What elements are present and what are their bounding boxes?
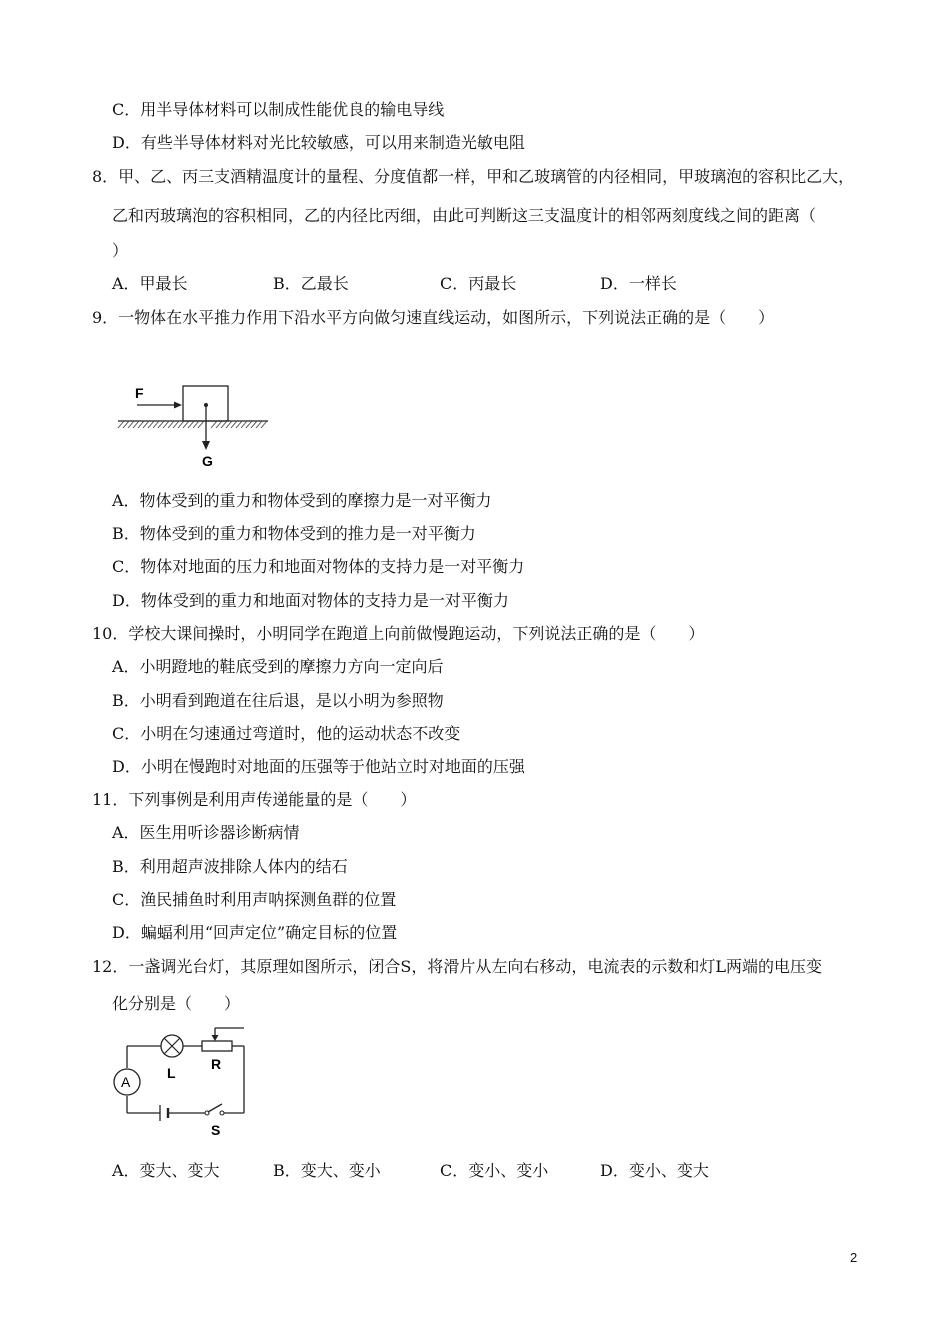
q10-option-c: C．小明在匀速通过弯道时，他的运动状态不改变	[112, 724, 461, 743]
q12-fig-label-r: R	[211, 1056, 222, 1072]
q12-switch-contact-right	[220, 1111, 224, 1115]
q8-option-d: D．一样长	[600, 274, 677, 293]
q12-stem-line2: 化分别是（ ）	[112, 994, 241, 1013]
q12-slider-arrowhead	[212, 1035, 219, 1041]
q9-fig-label-f: F	[135, 385, 144, 401]
page-number: 2	[850, 1250, 858, 1265]
q10-option-d: D．小明在慢跑时对地面的压强等于他站立时对地面的压强	[112, 757, 525, 776]
q10-option-a: A．小明蹬地的鞋底受到的摩擦力方向一定向后	[112, 657, 444, 676]
q8-stem-line3: ）	[112, 241, 129, 260]
q12-circuit-diagram	[108, 1024, 253, 1139]
q11-option-c: C．渔民捕鱼时利用声呐探测鱼群的位置	[112, 890, 397, 909]
q9-ground-hatching	[118, 421, 267, 428]
q11-option-d: D．蝙蝠利用“回声定位”确定目标的位置	[112, 923, 398, 942]
q8-stem-line2: 乙和丙玻璃泡的容积相同，乙的内径比丙细，由此可判断这三支温度计的相邻两刻度线之间的距离（	[112, 206, 817, 225]
q12-option-a: A．变大、变大	[112, 1161, 220, 1180]
q8-stem-line1: 8．甲、乙、丙三支酒精温度计的量程、分度值都一样，甲和乙玻璃管的内径相同，甲玻璃泡的容积比乙大，	[92, 167, 855, 186]
q7-option-d: D．有些半导体材料对光比较敏感，可以用来制造光敏电阻	[112, 133, 525, 152]
q11-option-b: B．利用超声波排除人体内的结石	[112, 857, 348, 876]
q10-stem: 10．学校大课间操时，小明同学在跑道上向前做慢跑运动，下列说法正确的是（ ）	[92, 624, 705, 643]
q9-option-d: D．物体受到的重力和地面对物体的支持力是一对平衡力	[112, 591, 509, 610]
q11-stem: 11．下列事例是利用声传递能量的是（ ）	[92, 790, 417, 809]
q12-option-b: B．变大、变小	[273, 1161, 381, 1180]
q9-push-arrowhead	[174, 402, 182, 409]
q12-option-c: C．变小、变小	[440, 1161, 549, 1180]
q8-option-b: B．乙最长	[273, 274, 349, 293]
q9-force-diagram	[110, 378, 280, 473]
q12-fig-label-a: A	[121, 1074, 131, 1090]
q12-rheostat-symbol	[202, 1041, 232, 1051]
q9-option-a: A．物体受到的重力和物体受到的摩擦力是一对平衡力	[112, 491, 492, 510]
q8-option-c: C．丙最长	[440, 274, 517, 293]
q10-option-b: B．小明看到跑道在往后退，是以小明为参照物	[112, 691, 444, 710]
q12-fig-label-s: S	[211, 1122, 221, 1138]
q7-option-c: C．用半导体材料可以制成性能优良的输电导线	[112, 100, 445, 119]
q12-fig-label-l: L	[167, 1065, 176, 1081]
q9-gravity-arrowhead	[202, 441, 210, 450]
q12-option-d: D．变小、变大	[600, 1161, 709, 1180]
q9-fig-label-g: G	[202, 453, 213, 469]
q12-switch-blade	[208, 1104, 222, 1112]
q9-stem: 9．一物体在水平推力作用下沿水平方向做匀速直线运动，如图所示，下列说法正确的是（ ）	[92, 308, 775, 327]
q9-option-c: C．物体对地面的压力和地面对物体的支持力是一对平衡力	[112, 557, 525, 576]
q8-option-a: A．甲最长	[112, 274, 188, 293]
q11-option-a: A．医生用听诊器诊断病情	[112, 823, 300, 842]
q9-option-b: B．物体受到的重力和物体受到的推力是一对平衡力	[112, 524, 476, 543]
q12-stem-line1: 12．一盏调光台灯，其原理如图所示，闭合S，将滑片从左向右移动，电流表的示数和灯L两端的电压变	[92, 957, 822, 976]
